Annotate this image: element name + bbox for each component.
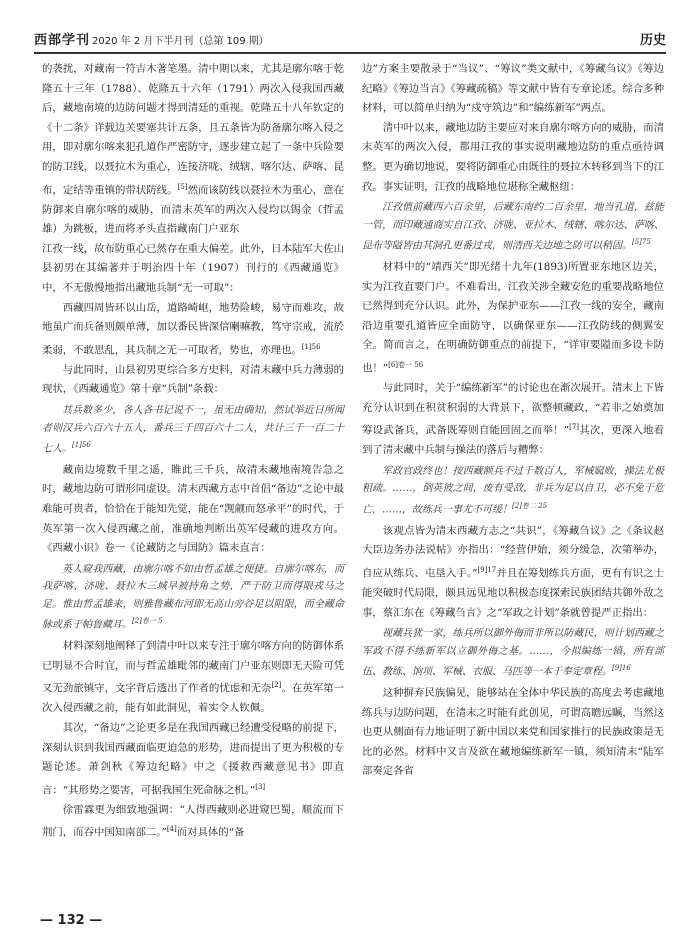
citation-ref: [2]卷一 5 — [132, 617, 163, 626]
paragraph-tail-text: 并且在筹划练兵方面，更有有识之士能突破时代局限，颇具远见地以积极态度探索民族团结共御外敌之事，蔡汇东在《筹藏刍言》之“军政之计划”条就曾提严正指出： — [362, 567, 664, 619]
citation-ref: [2]卷二 25 — [512, 501, 548, 510]
paragraph — [362, 522, 664, 623]
paragraph — [42, 361, 344, 400]
paragraph-text: 江孜值前藏西六百余里，后藏东南约二百余里，地当孔道，兹能一管，而印藏通商实自江孜、济咙、亚拉木、绒辖、喀尔达、萨喀、昆布等隘皆由其洞孔更番过戎，则清西关边地之防可以稍固。 — [362, 202, 664, 252]
block-quote — [362, 199, 664, 255]
paragraph-text: 英人窥我西藏，由廓尔喀不如由哲孟雄之便捷。自廓尔喀东，而我萨喀、济咙、聂拉木三城早被持角之势，严于防卫而得限戎马之足。惟由哲孟雄来，则雅鲁藏布河即无高山旁谷足以阻限，而全藏命脉或系于帕鲁藏耳。 — [42, 563, 344, 631]
paragraph-text: 西藏四周皆环以山岳，道路崎岖，地势险峻，易守而难攻，故地虽广而兵备则颇单薄，加以番民皆深信喇嘛教，笃守宗戒，流於柔弱，不敢思乱，其兵制之无一可取者，势也，亦理也。 — [42, 301, 344, 357]
paragraph — [362, 684, 664, 782]
paragraph-text: 江孜一线，故布防重心已然存在重大偏差。此外，日本陆军大佐山县初男在其编著并于明治四十年（1907）刊行的《西藏通览》中，不无傲慢地指出藏地兵制“无一可取”： — [42, 242, 344, 294]
citation-ref: [1]56 — [72, 441, 91, 450]
paragraph-text: 军政官政终也！按西藏额兵不过千数百人，军械窳败，操法尤极粗疏。……，倒英彼之间，废有受敌，非兵为足以自卫，必不免于危亡，……，故练兵一事尤不可缓！ — [362, 465, 664, 516]
issue-info: 2020 年 2 月下半月刊（总第 109 期） — [92, 36, 269, 47]
citation-ref: [4] — [166, 825, 177, 834]
block-quote — [362, 625, 664, 681]
journal-masthead — [34, 29, 269, 48]
citation-ref: [5]75 — [632, 238, 651, 247]
paragraph-tail-text: 而对具体的“备 — [176, 826, 245, 839]
left-column — [42, 60, 344, 844]
paragraph — [42, 60, 344, 240]
paragraph — [42, 719, 344, 801]
paragraph-text: 徐雷霖更为细致地强调：“人得西藏则必进窥巴蜀，顺流而下荆门，而吞中国知南部二。” — [42, 803, 344, 839]
paragraph — [42, 801, 344, 844]
paragraph-tail-text: 。在英军第一次入侵西藏之前，能有如此洞见，着实令人钦佩。 — [42, 682, 345, 715]
section-title: 历史 — [639, 33, 666, 48]
paragraph-text: 边”方案主要散录于“当议”、“筹议”类文献中，《筹藏刍议》《筹边纪略》《筹边当言》《筹藏疏稿》等文献中皆有专章论述。综合多种材料，可以简单归纳为“戍守筑边”和“编练新军”两点。 — [362, 63, 664, 115]
paragraph-text: 藏南边境数千里之遥，睢此三千兵，故清末藏地南境告急之时，藏地边防可谓形同虚设。清末西藏方志中首倡“备边”之论中最难能可贵者，恰恰在于能知先觉，能在“觊觎而怒承平”的时代，于英军第一次入侵西藏之前，准确地判断出英军侵藏的进攻方向。《西藏小识》卷一《论藏防之与国防》篇末直言： — [42, 463, 344, 555]
paragraph-text: 的袭扰，对藏南一符吉木著笔墨。清中期以来，尤其是廓尔喀于乾隆五十三年（1788）、乾隆五十六年（1791）两次入侵我国西藏后，藏地南境的边防问题才得到清廷的重视。乾隆五十八年钦定的《十二条》详载边关要塞共计五条，且五条皆为防备廓尔喀入侵之用，即对廓尔喀来犯孔道作严密防守，逐步建立起了一条中兵险要的防卫线，以聂拉木为重心，连接济咙、绒辖、喀尔达、萨喀、昆布，定结等重镇的带状防线。 — [42, 63, 344, 197]
citation-ref: [7] — [569, 423, 580, 432]
paragraph — [42, 461, 344, 559]
paragraph-text: 其兵数多少，各人各书记说不一，虽无由确知，然试举近日所闻者则汉兵六百六十五人，番兵三千四百六十二人，共计三千一百二十七人。 — [42, 405, 344, 455]
paragraph-text: 材料中的“靖西关”即光绪十九年(1893)所置亚东地区边关，实为江孜直要门户。不难看出，江孜关涉全藏安危的重要战略地位已然得到充分认识。此外，为保护亚东——江孜一线的安全，藏南沿边重要孔道皆应全面防守，以确保亚东——江孜防线的侧翼安全。简而言之，在明确防御重点的前提下，“详审要隘而多设卡防也！” — [362, 260, 664, 375]
block-quote — [362, 463, 664, 519]
right-column — [362, 60, 664, 782]
paragraph-tail-text: 其次，更深入地看到了清末藏中兵制与操法的落后与糟弊： — [362, 424, 664, 457]
page-header — [34, 26, 666, 54]
citation-ref: [1]56 — [301, 342, 321, 351]
citation-ref: [9]16 — [612, 664, 631, 673]
paragraph-text: 与此同时，关于“编练新军”的讨论也在渐次展开。清末上下皆充分认识到在积贫积弱的大背景下，欲整顿藏政，“若非之始奠加筹设武备兵，武备既筹则自能回固之而举！” — [362, 382, 664, 437]
page-number: — 132 — — [40, 913, 103, 928]
citation-ref: [9]17 — [477, 565, 497, 574]
paragraph — [362, 60, 664, 119]
paragraph-text: 与此同时，山县初男更综合多方史料，对清末藏中兵力薄弱的现状，《西藏通览》第十章“兵制”条载： — [42, 363, 344, 396]
paragraph — [362, 379, 664, 461]
paragraph-text: 视藏兵犹一家，练兵所以御外侮而非所以防藏民，则计划西藏之军政不得不练新军以立御外侮之基。……，今拟编练一镇，所有部伍、教练、饷项、军械、衣服、马匹等一本于奉定章程。 — [362, 628, 664, 678]
paragraph-text: 其次，“备边”之论更多是在我国西藏已经遭受侵略的前提下，深刻认识到我国西藏面临更迫急的形势，进而提出了更为积极的专题论述。萧剑秋《筹边纪略》中之《援救西藏意见书》即直言：“其形势之要害，可据我国生死命脉之机。” — [42, 722, 344, 797]
block-quote — [42, 402, 344, 458]
citation-ref: [5] — [177, 182, 188, 191]
paragraph-tail-text: 然而该防线以聂拉木为重心，意在防御来自廓尔喀的威胁，而清末英军的两次入侵均以锡金（哲孟雄）为跳板，进而将矛头直指藏南门户亚东 — [42, 184, 345, 236]
paragraph-text: 清中叶以来，藏地边防主要应对来自廓尔喀方向的威胁，而清末英军的两次入侵，都用江孜的事实说明藏地边防的重点亟待调整。更为确切地说，要将防御重心由既往的聂拉木转移到当下的江孜。事实证明，江孜的战略地位堪称全藏枢纽： — [362, 121, 664, 193]
paragraph-text: 材料深刻地阐释了到清中叶以来专注于廓尔喀方向的防御体系已明显不合时宜，而与哲孟雄毗邻的藏南门户亚东则即无天险可凭又无劲旅镇守，文字背后透出了作者的忧虑和无奈 — [42, 640, 344, 695]
citation-ref: [3] — [255, 782, 266, 791]
block-quote — [42, 561, 344, 634]
journal-title: 西部学刊 — [34, 33, 91, 48]
paragraph — [362, 119, 664, 197]
paragraph-text: 该观点皆为清末西藏方志之“共识”，《筹藏刍议》之《条议赵大臣边务办法说帖》亦指出：“经营伊始，须分缓急，次第举办，自应从练兵、屯垦入手。” — [362, 524, 664, 580]
paragraph-text: 这种摒弃民族偏见，能够站在全体中华民族的高度去考虑藏地练兵与边防问题，在清末之时能有此创见，可谓高瞻远瞩，当然这也更从侧面有力地证明了新中国以来党和国家推行的民族政策是无比的必然。材料中又言及欲在藏地编练新军一镇，须知清末“陆军部奏定各省 — [362, 686, 664, 778]
paragraph — [42, 299, 344, 361]
citation-ref: [2] — [271, 681, 282, 690]
paragraph — [42, 240, 344, 299]
citation-ref: [6]卷一 56 — [388, 360, 424, 369]
paragraph — [362, 258, 664, 379]
paragraph — [42, 637, 344, 719]
